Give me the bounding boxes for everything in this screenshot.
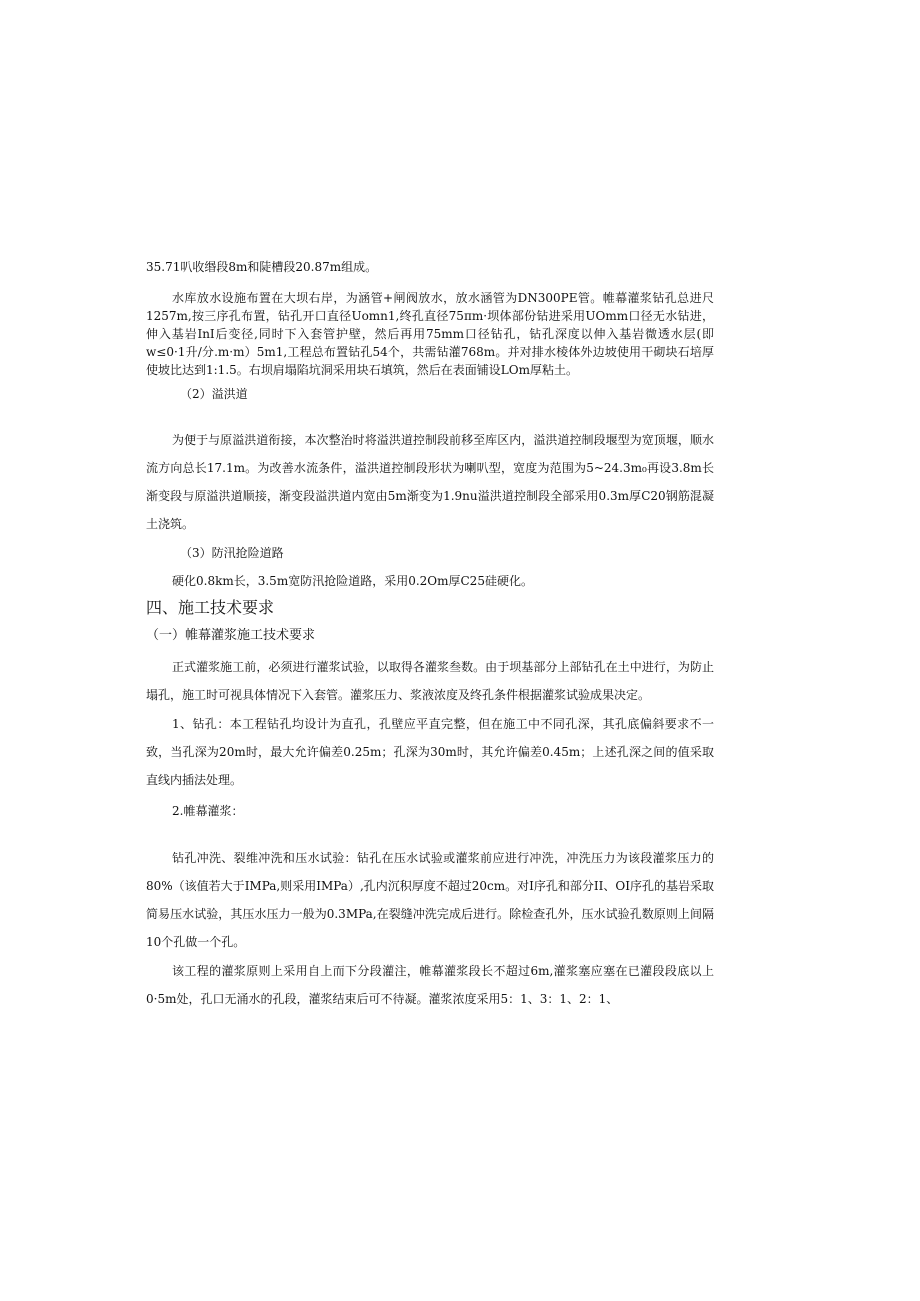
- section-heading-construction: 四、施工技术要求: [146, 598, 275, 617]
- outlet-paragraph: 水库放水设施布置在大坝右岸，为涵管+闸阀放水，放水涵管为DN300PE管。帷幕灌浆钻孔总进尺1257m,按三序孔布置，钻孔开口直径Uomn1,终孔直径75πm·坝体部份钻进采用UOmm口径无水钻进，伸入基岩InI后变径,同时下入套管护壁，然后再用75mm口径钻孔，钻孔深度以伸入基岩微透水层(即w≤0·1升/分.m·m）5m1,工程总布置钻孔54个，共需钻灌768m。并对排水棱体外边坡使用干砌块石培厚使坡比达到1:1.5。右坝肩塌陷坑洞采用块石填筑，然后在表面铺设LOm厚粘土。: [146, 291, 714, 377]
- spillway-subheading: （2）溢洪道: [180, 387, 248, 401]
- curtain-grouting-label: 2.帷幕灌浆：: [172, 804, 244, 818]
- road-paragraph: 硬化0.8km长，3.5m宽防汛抢险道路，采用0.2Om厚C25硅硬化。: [172, 574, 533, 588]
- subsection-heading-grouting: （一）帷幕灌浆施工技术要求: [146, 628, 316, 643]
- drilling-paragraph: 1、钻孔：本工程钻孔均设计为直孔，孔壁应平直完整，但在施工中不同孔深，其孔底偏斜要求不一致，当孔深为20m时，最大允许偏差0.25m；孔深为30m时，其允许偏差0.45m；上述孔深之间的值采取直线内插法处理。: [146, 717, 714, 787]
- flushing-paragraph: 钻孔冲洗、裂维冲洗和压水试验：钻孔在压水试验或灌浆前应进行冲洗，冲洗压力为该段灌浆压力的80%（该值若大于IMPa,则采用IMPa）,孔内沉积厚度不超过20cm。对I序孔和部分II、OI序孔的基岩采取简易压水试验，其压水压力一般为0.3MPa,在裂缝冲洗完成后进行。除检查孔外，压水试验孔数原则上间隔10个孔做一个孔。: [146, 851, 714, 949]
- intro-tail-paragraph: 35.71叭收缗段8m和陡槽段20.87m组成。: [146, 260, 378, 274]
- grout-intro-paragraph: 正式灌浆施工前，必须进行灌浆试验，以取得各灌浆叁数。由于坝基部分上部钻孔在土中进行，为防止塌孔，施工时可视具体情况下入套管。灌浆压力、浆液浓度及终孔条件根据灌浆试验成果决定。: [146, 660, 714, 702]
- spillway-paragraph: 为便于与原溢洪道衔接，本次整治时将溢洪道控制段前移至库区内，溢洪道控制段堰型为宽顶堰，顺水流方向总长17.1m。为改善水流条件，溢洪道控制段形状为喇叭型，宽度为范围为5~24.3m₀再设3.8m长渐变段与原溢洪道顺接，渐变段溢洪道内宽由5m渐变为1.9nu溢洪道控制段全部采用0.3m厚C20钢筋混凝土浇筑。: [146, 433, 714, 531]
- road-subheading: （3）防汛抢险道路: [180, 546, 284, 560]
- grouting-principle-paragraph: 该工程的灌浆原则上采用自上而下分段灌注，帷幕灌浆段长不超过6m,灌浆塞应塞在已灌段段底以上0·5m处，孔口无涌水的孔段，灌浆结束后可不待凝。灌浆浓度采用5：1、3：1、2：1、: [146, 964, 714, 1006]
